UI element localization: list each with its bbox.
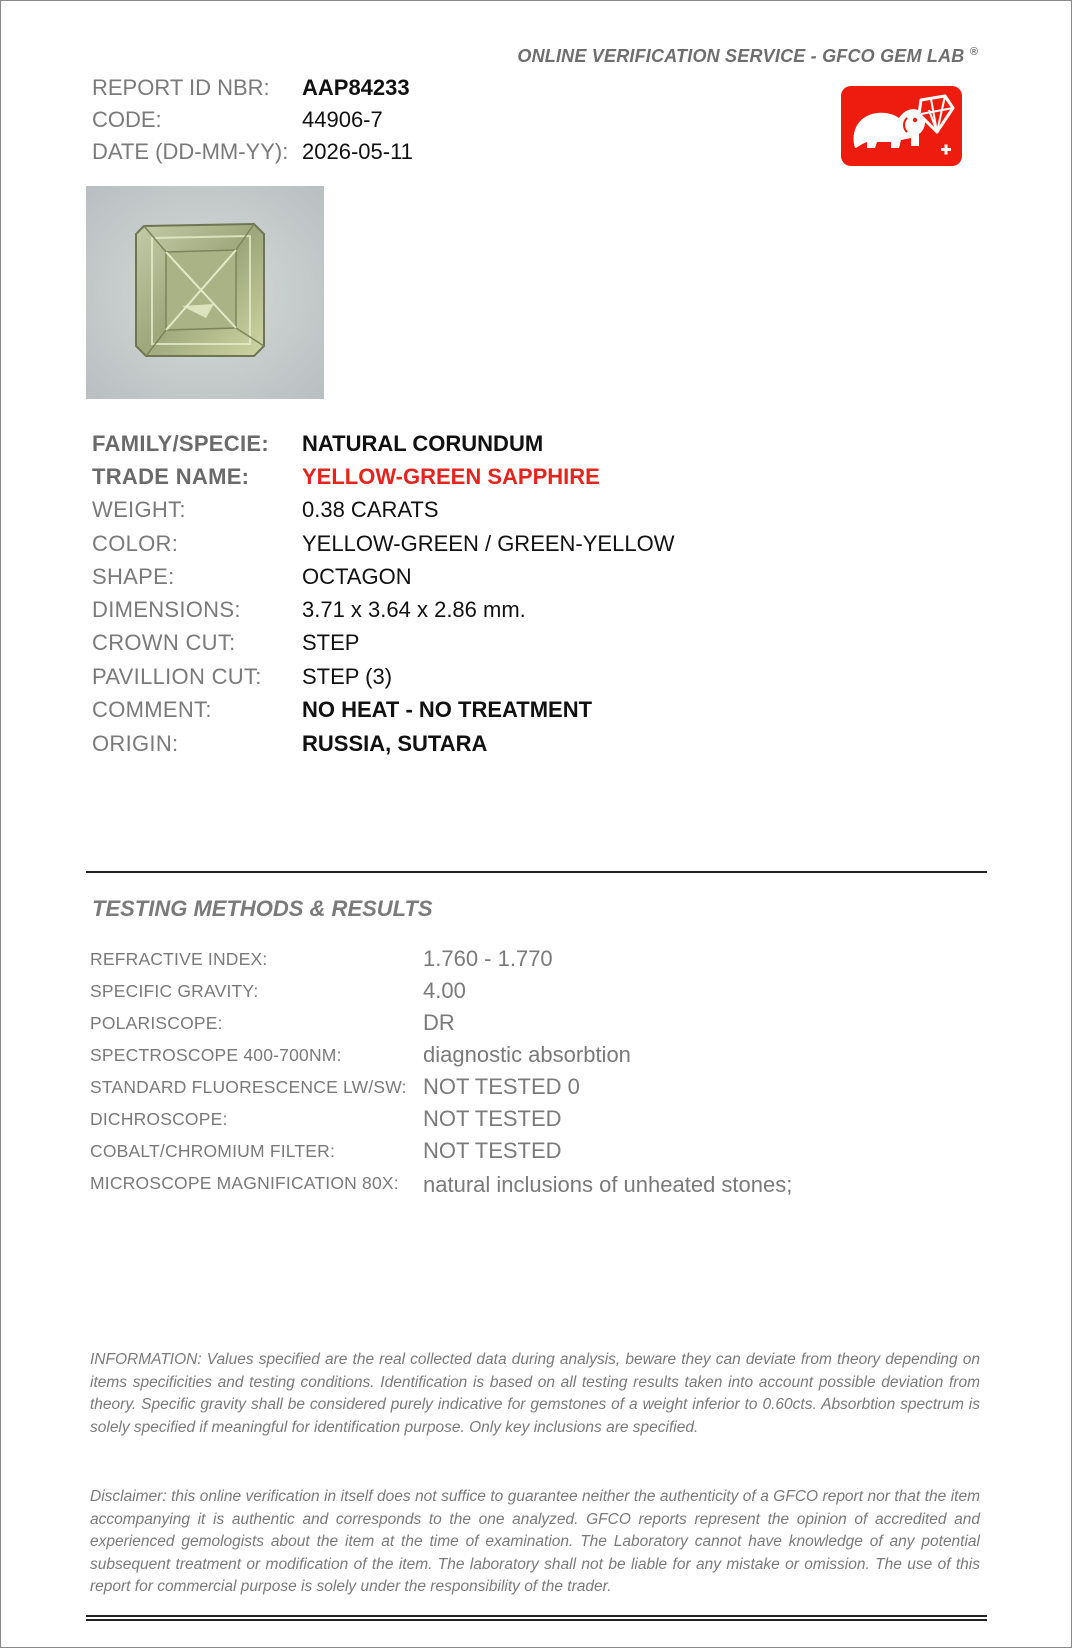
pavillion-cut-label: PAVILLION CUT: [92,664,262,689]
shape-value: OCTAGON [302,564,412,589]
report-id-value: AAP84233 [302,75,410,100]
weight-value: 0.38 CARATS [302,497,439,522]
test-label: REFRACTIVE INDEX: [90,949,268,969]
test-value: diagnostic absorbtion [423,1042,631,1067]
section-divider [86,871,987,873]
code-value: 44906-7 [302,107,383,132]
gem-photo [86,186,324,399]
weight-label: WEIGHT: [92,497,186,522]
comment-label: COMMENT: [92,697,212,722]
crown-cut-value: STEP [302,630,360,655]
dimensions-value: 3.71 x 3.64 x 2.86 mm. [302,597,526,622]
date-label: DATE (DD-MM-YY): [92,139,289,164]
verification-service-title [517,46,978,67]
test-label: STANDARD FLUORESCENCE LW/SW: [90,1077,407,1097]
test-value: DR [423,1010,455,1035]
crown-cut-label: CROWN CUT: [92,630,236,655]
origin-label: ORIGIN: [92,731,179,756]
trade-name-value: YELLOW-GREEN SAPPHIRE [302,464,600,489]
comment-value: NO HEAT - NO TREATMENT [302,697,593,722]
color-label: COLOR: [92,531,179,556]
report-id-label: REPORT ID NBR: [92,75,270,100]
information-note: INFORMATION: Values specified are the real collected data during analysis, beware they can deviate from theory depending on items specificities and testing conditions. Identification is based on all testing results taken into account possible deviation from theory. Specific gravity shall be considered purely indicative for gemstones of a weight inferior to 0.60cts. Absorbtion spectrum is solely specified if meaningful for identification purpose. Only key inclusions are specified. [90,1351,980,1436]
test-label: MICROSCOPE MAGNIFICATION 80X: [90,1173,399,1193]
elephant-gem-logo-icon [841,86,962,166]
test-label: DICHROSCOPE: [90,1109,228,1129]
testing-section-title: TESTING METHODS & RESULTS [92,896,433,921]
test-value: 1.760 - 1.770 [423,946,553,971]
disclaimer-note: Disclaimer: this online verification in itself does not suffice to guarantee neither the authenticity of a GFCO report nor that the item accompanying it is authentic and corresponds to the one analyzed. GFCO reports represent the opinion of accredited and experienced gemologists about the item at the time of examination. The Laboratory cannot have knowledge of any potential subsequent treatment or modification of the item. The laboratory shall not be liable for any mistake or omission. The use of this report for commercial purpose is solely under the responsibility of the trader. [90,1488,980,1595]
footer-rule-top [86,1615,987,1617]
dimensions-label: DIMENSIONS: [92,597,241,622]
test-label: SPECTROSCOPE 400-700NM: [90,1045,342,1065]
pavillion-cut-value: STEP (3) [302,664,393,689]
date-value: 2026-05-11 [302,139,413,164]
family-label: FAMILY/SPECIE: [92,431,269,456]
trade-name-label: TRADE NAME: [92,464,250,489]
color-value: YELLOW-GREEN / GREEN-YELLOW [302,531,675,556]
test-label: COBALT/CHROMIUM FILTER: [90,1141,336,1161]
test-value: 4.00 [423,978,466,1003]
test-value: NOT TESTED [423,1106,562,1131]
footer-rule-bottom [86,1619,987,1621]
test-label: SPECIFIC GRAVITY: [90,981,259,1001]
family-value: NATURAL CORUNDUM [302,431,544,456]
shape-label: SHAPE: [92,564,175,589]
test-value: natural inclusions of unheated stones; [423,1172,793,1197]
octagon-gem-icon [86,186,324,399]
origin-value: RUSSIA, SUTARA [302,731,488,756]
test-label: POLARISCOPE: [90,1013,223,1033]
registered-mark: ® [969,46,978,58]
service-line: ONLINE VERIFICATION SERVICE - GFCO GEM LAB [517,46,965,66]
code-label: CODE: [92,107,162,132]
test-value: NOT TESTED 0 [423,1074,580,1099]
test-value: NOT TESTED [423,1138,562,1163]
